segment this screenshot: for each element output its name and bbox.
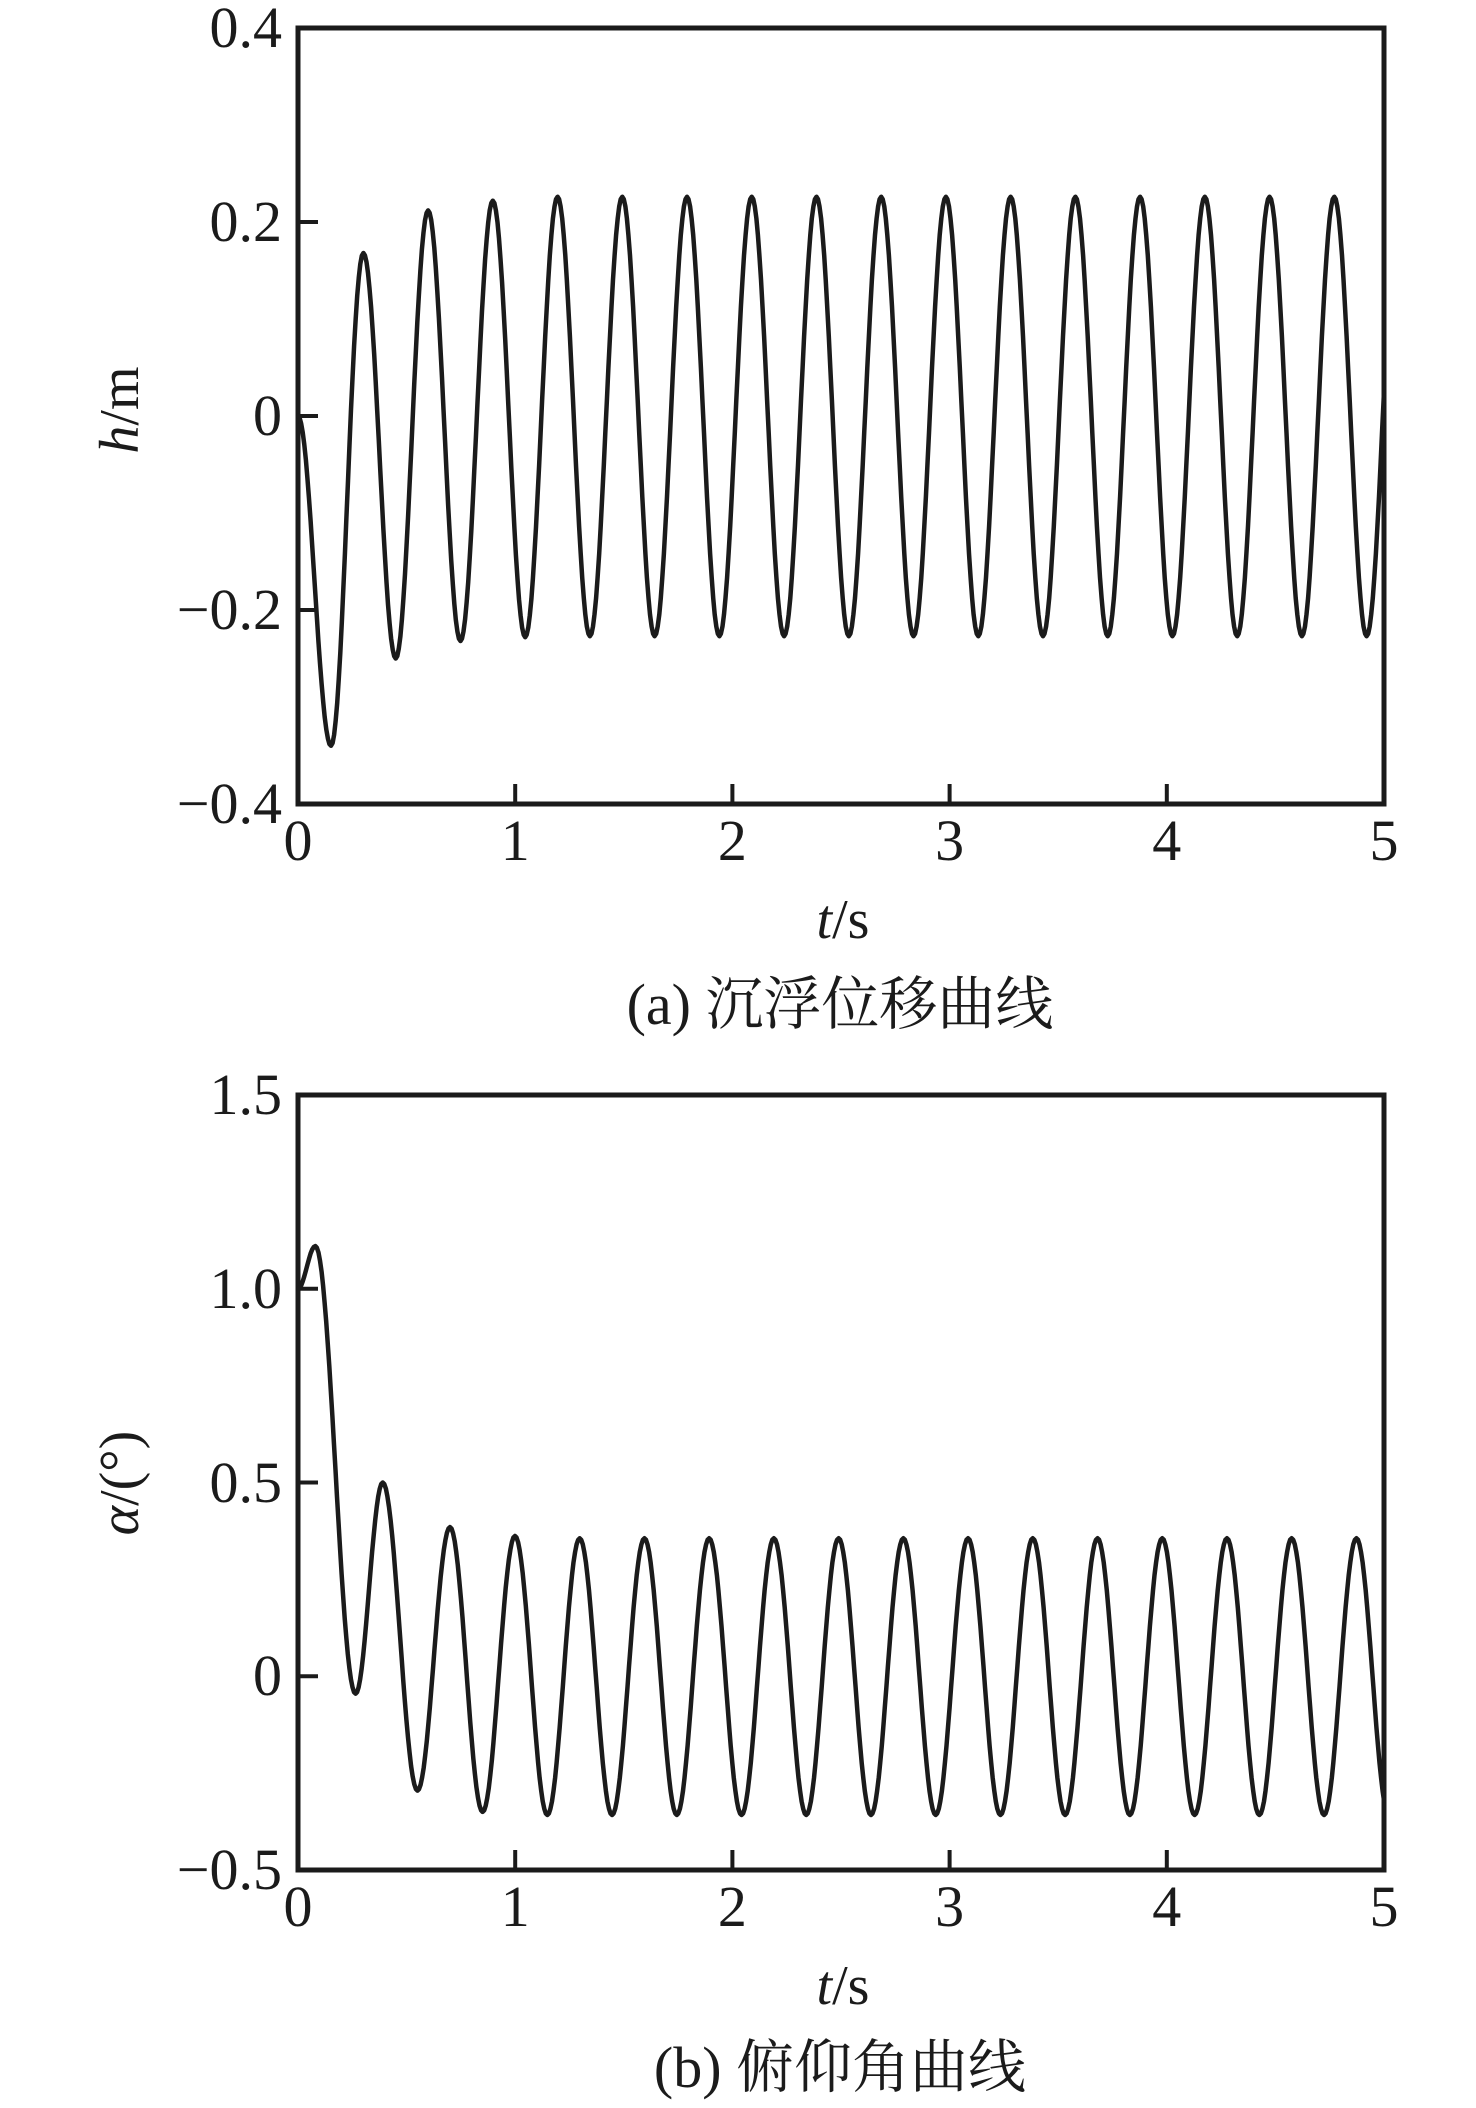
- chart-a-y-tick-label-0.2: 0.2: [209, 189, 282, 254]
- chart-a-caption: (a) 沉浮位移曲线: [626, 972, 1054, 1037]
- chart-a-x-tick-label-2: 2: [717, 808, 747, 873]
- chart-a-x-tick-label-5: 5: [1369, 808, 1399, 873]
- chart-a-x-tick-label-3: 3: [935, 808, 965, 873]
- chart-b-curve: [298, 1246, 1384, 1815]
- chart-b-x-tick-label-4: 4: [1152, 1874, 1182, 1939]
- chart-a-curve: [298, 197, 1384, 746]
- chart-a-y-tick-label-−0.2: −0.2: [176, 577, 282, 642]
- chart-b-y-tick-label-0.5: 0.5: [209, 1449, 282, 1515]
- chart-a-y-tick-label-0: 0: [253, 383, 282, 448]
- chart-b-x-tick-label-2: 2: [717, 1874, 747, 1939]
- chart-b-x-axis-label: [817, 1956, 870, 2016]
- chart-b-y-tick-label-1.0: 1.0: [209, 1255, 282, 1321]
- chart-a-x-tick-label-0: 0: [283, 808, 313, 873]
- chart-a-x-axis-label: [817, 890, 870, 950]
- chart-b-x-tick-label-5: 5: [1369, 1874, 1399, 1939]
- chart-a-y-axis-unit: /m: [89, 366, 151, 426]
- chart-b-y-tick-label-1.5: 1.5: [209, 1062, 282, 1127]
- chart-a-y-tick-label-−0.4: −0.4: [176, 771, 282, 836]
- chart-b-y-axis-unit: /(°): [89, 1430, 151, 1506]
- chart-b-x-tick-label-3: 3: [935, 1874, 965, 1939]
- chart-b-x-axis-variable: t: [816, 1955, 833, 2017]
- chart-b-frame: [298, 1095, 1384, 1870]
- chart-a-y-axis-variable: h: [89, 425, 151, 454]
- chart-b-y-tick-label-0: 0: [253, 1643, 282, 1709]
- chart-b-y-axis-variable: α: [89, 1505, 151, 1536]
- chart-b-x-axis-unit: /s: [832, 1955, 870, 2017]
- chart-a-x-axis-unit: /s: [832, 889, 870, 951]
- chart-a-x-axis-variable: t: [816, 889, 833, 951]
- chart-b-y-tick-label-−0.5: −0.5: [176, 1837, 282, 1902]
- chart-a-x-tick-label-4: 4: [1152, 808, 1182, 873]
- chart-a-x-tick-label-1: 1: [500, 808, 530, 873]
- chart-b-x-tick-label-0: 0: [283, 1874, 313, 1939]
- chart-b-caption: (b) 俯仰角曲线: [653, 2035, 1027, 2100]
- chart-a-y-tick-label-0.4: 0.4: [209, 0, 282, 60]
- chart-b-x-tick-label-1: 1: [500, 1874, 530, 1939]
